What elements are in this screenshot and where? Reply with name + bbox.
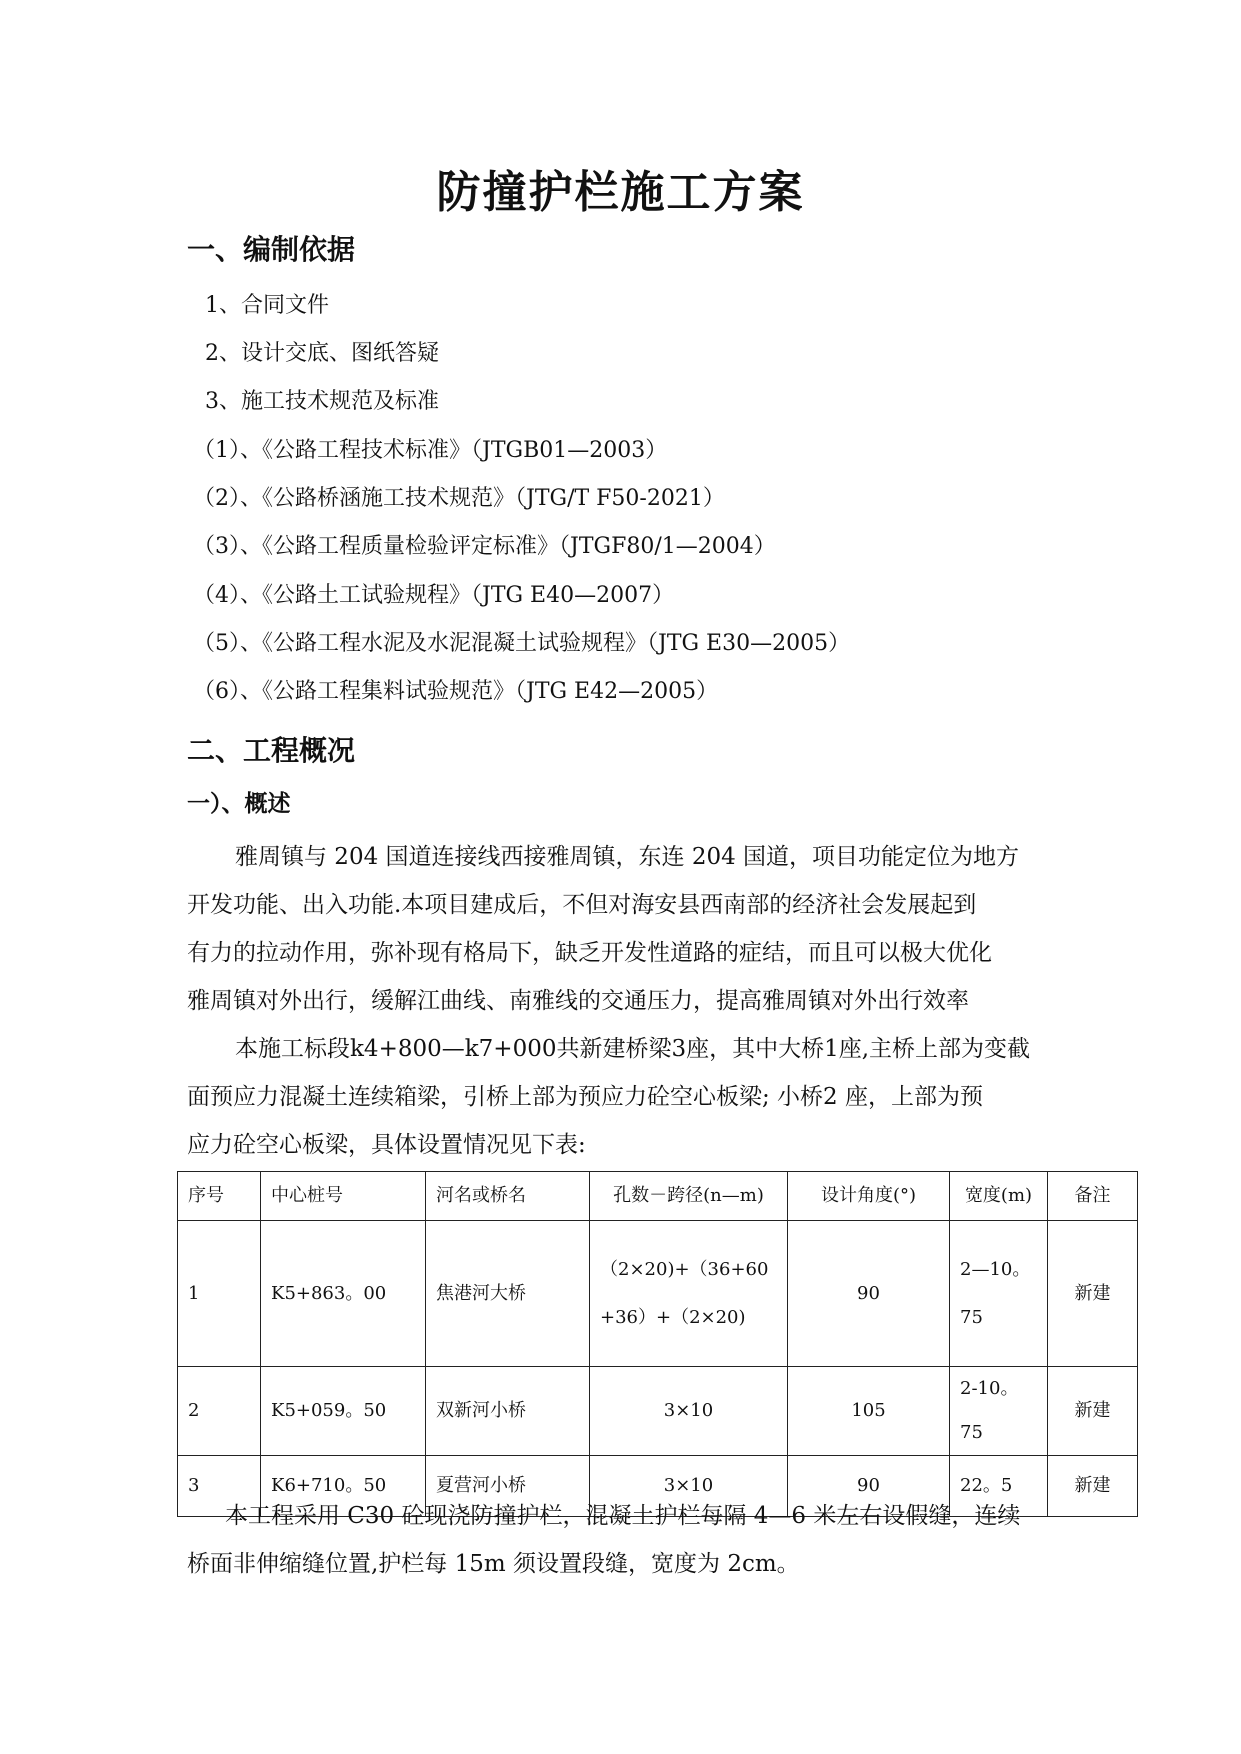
table-header-cell: 宽度(m) (950, 1172, 1048, 1221)
table-header-cell: 备注 (1048, 1172, 1138, 1221)
table-cell: 90 (788, 1221, 950, 1367)
table-cell: K5+863。00 (261, 1221, 426, 1367)
table-cell: 105 (788, 1367, 950, 1456)
table-cell: K6+710。50 (261, 1456, 426, 1517)
paragraph-line: 本工程采用 C30 砼现浇防撞护栏，混凝土护栏每隔 4—6 米左右设假缝，连续 (225, 1503, 1021, 1529)
section-heading-basis: 一、编制依据 (187, 233, 356, 266)
basis-item: 3、施工技术规范及标准 (205, 389, 439, 414)
table-header-cell: 河名或桥名 (426, 1172, 590, 1221)
standard-item: （2）、《公路桥涵施工技术规范》（JTG/T F50-2021） (193, 486, 725, 511)
table-cell: 3×10 (590, 1456, 788, 1517)
paragraph-line: 桥面非伸缩缝位置,护栏每 15m 须设置段缝，宽度为 2cm。 (187, 1551, 800, 1577)
table-cell: 1 (178, 1221, 261, 1367)
table-cell: 90 (788, 1456, 950, 1517)
standard-item: （5）、《公路工程水泥及水泥混凝土试验规程》（JTG E30—2005） (193, 631, 851, 656)
table-cell: 2—10。75 (950, 1221, 1048, 1367)
table-header-cell: 孔数－跨径(n—m) (590, 1172, 788, 1221)
table-cell: 22。5 (950, 1456, 1048, 1517)
table-cell: 双新河小桥 (426, 1367, 590, 1456)
basis-item: 2、设计交底、图纸答疑 (205, 341, 439, 366)
table-cell: 3 (178, 1456, 261, 1517)
paragraph-line: 开发功能、出入功能.本项目建成后，不但对海安县西南部的经济社会发展起到 (187, 892, 977, 918)
paragraph-line: 应力砼空心板梁，具体设置情况见下表: (187, 1132, 586, 1158)
table-cell: 2 (178, 1367, 261, 1456)
subsection-heading: 一）、概述 (187, 790, 291, 817)
standard-item: （6）、《公路工程集料试验规范》（JTG E42—2005） (193, 679, 719, 704)
paragraph-line: 雅周镇对外出行，缓解江曲线、南雅线的交通压力，提高雅周镇对外出行效率 (187, 988, 969, 1014)
paragraph-line: 面预应力混凝土连续箱梁，引桥上部为预应力砼空心板梁; 小桥2 座，上部为预 (187, 1084, 984, 1110)
table-cell: 2-10。75 (950, 1367, 1048, 1456)
standard-item: （1）、《公路工程技术标准》（JTGB01—2003） (193, 438, 668, 463)
section-heading-overview: 二、工程概况 (187, 734, 356, 767)
standard-item: （3）、《公路工程质量检验评定标准》（JTGF80/1—2004） (193, 534, 776, 559)
table-header-cell: 设计角度(°) (788, 1172, 950, 1221)
table-cell: 新建 (1048, 1456, 1138, 1517)
table-cell: 3×10 (590, 1367, 788, 1456)
standard-item: （4）、《公路土工试验规程》（JTG E40—2007） (193, 583, 675, 608)
bridge-table (177, 1171, 1138, 1517)
paragraph-line: 雅周镇与 204 国道连接线西接雅周镇，东连 204 国道，项目功能定位为地方 (235, 844, 1020, 870)
table-cell: 新建 (1048, 1367, 1138, 1456)
paragraph-line: 本施工标段k4+800—k7+000共新建桥梁3座，其中大桥1座,主桥上部为变截 (235, 1036, 1031, 1062)
table-cell: 新建 (1048, 1221, 1138, 1367)
table-cell: （2×20)+（36+60+36）+（2×20) (590, 1221, 788, 1367)
table-cell: 焦港河大桥 (426, 1221, 590, 1367)
table-header-row (178, 1172, 1138, 1221)
basis-item: 1、合同文件 (205, 293, 329, 318)
table-cell: 夏营河小桥 (426, 1456, 590, 1517)
document-title: 防撞护栏施工方案 (436, 167, 805, 218)
table-row (178, 1221, 1138, 1367)
table-header-cell: 中心桩号 (261, 1172, 426, 1221)
table-header-cell: 序号 (178, 1172, 261, 1221)
paragraph-line: 有力的拉动作用，弥补现有格局下，缺乏开发性道路的症结，而且可以极大优化 (187, 940, 992, 966)
table-cell: K5+059。50 (261, 1367, 426, 1456)
table-row (178, 1367, 1138, 1456)
